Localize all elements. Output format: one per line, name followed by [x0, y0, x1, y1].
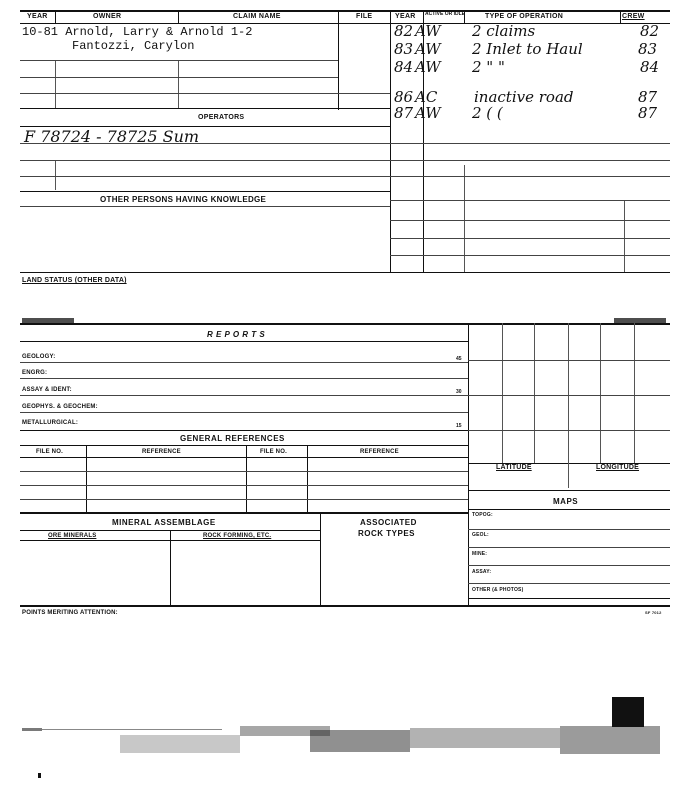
reports-title: R E P O R T S	[207, 330, 266, 339]
ref-col-file-no-2: FILE NO.	[260, 449, 287, 455]
maps-row-topog: TOPOG:	[472, 512, 493, 518]
header-year: YEAR	[27, 13, 48, 20]
header-crew: CREW	[622, 13, 645, 20]
operators-entry: F 78724 - 78725 Sum	[24, 127, 200, 146]
black-square-mark	[612, 697, 644, 727]
form-number: SF 7012	[645, 610, 662, 615]
header-active-or-idle: ACTIVE OR IDLE	[425, 11, 466, 17]
points-meriting-attention-label: POINTS MERITING ATTENTION:	[22, 610, 118, 616]
ore-minerals-label: ORE MINERALS	[48, 533, 97, 539]
header-owner: OWNER	[93, 13, 122, 20]
header-claim-name: CLAIM NAME	[233, 13, 281, 20]
maps-row-geol: GEOL:	[472, 532, 489, 538]
header-file: FILE	[356, 13, 373, 20]
rock-types-label: ROCK TYPES	[358, 529, 416, 538]
longitude-label: LONGITUDE	[596, 464, 640, 471]
maps-title: MAPS	[553, 497, 579, 506]
mineral-assemblage-title: MINERAL ASSEMBLAGE	[112, 518, 216, 527]
rock-forming-label: ROCK FORMING, ETC.	[203, 533, 272, 539]
operators-label: OPERATORS	[198, 114, 245, 121]
latitude-label: LATITUDE	[496, 464, 532, 471]
ref-col-reference-2: REFERENCE	[360, 449, 399, 455]
header-type-of-operation: TYPE OF OPERATION	[485, 13, 564, 20]
maps-row-mine: MINE:	[472, 551, 488, 557]
owner-line-2: Fantozzi, Carylon	[72, 39, 195, 53]
associated-label: ASSOCIATED	[360, 518, 417, 527]
ref-col-file-no: FILE NO.	[36, 449, 63, 455]
land-status-label: LAND STATUS (OTHER DATA)	[22, 277, 127, 284]
other-persons-label: OTHER PERSONS HAVING KNOWLEDGE	[100, 195, 267, 204]
general-references-title: GENERAL REFERENCES	[180, 434, 285, 443]
header-year-2: YEAR	[395, 13, 416, 20]
ref-col-reference: REFERENCE	[142, 449, 181, 455]
maps-row-assay: ASSAY:	[472, 569, 492, 575]
maps-row-other: OTHER (& PHOTOS)	[472, 587, 524, 593]
owner-line-1: 10-81 Arnold, Larry & Arnold 1-2	[22, 25, 253, 39]
